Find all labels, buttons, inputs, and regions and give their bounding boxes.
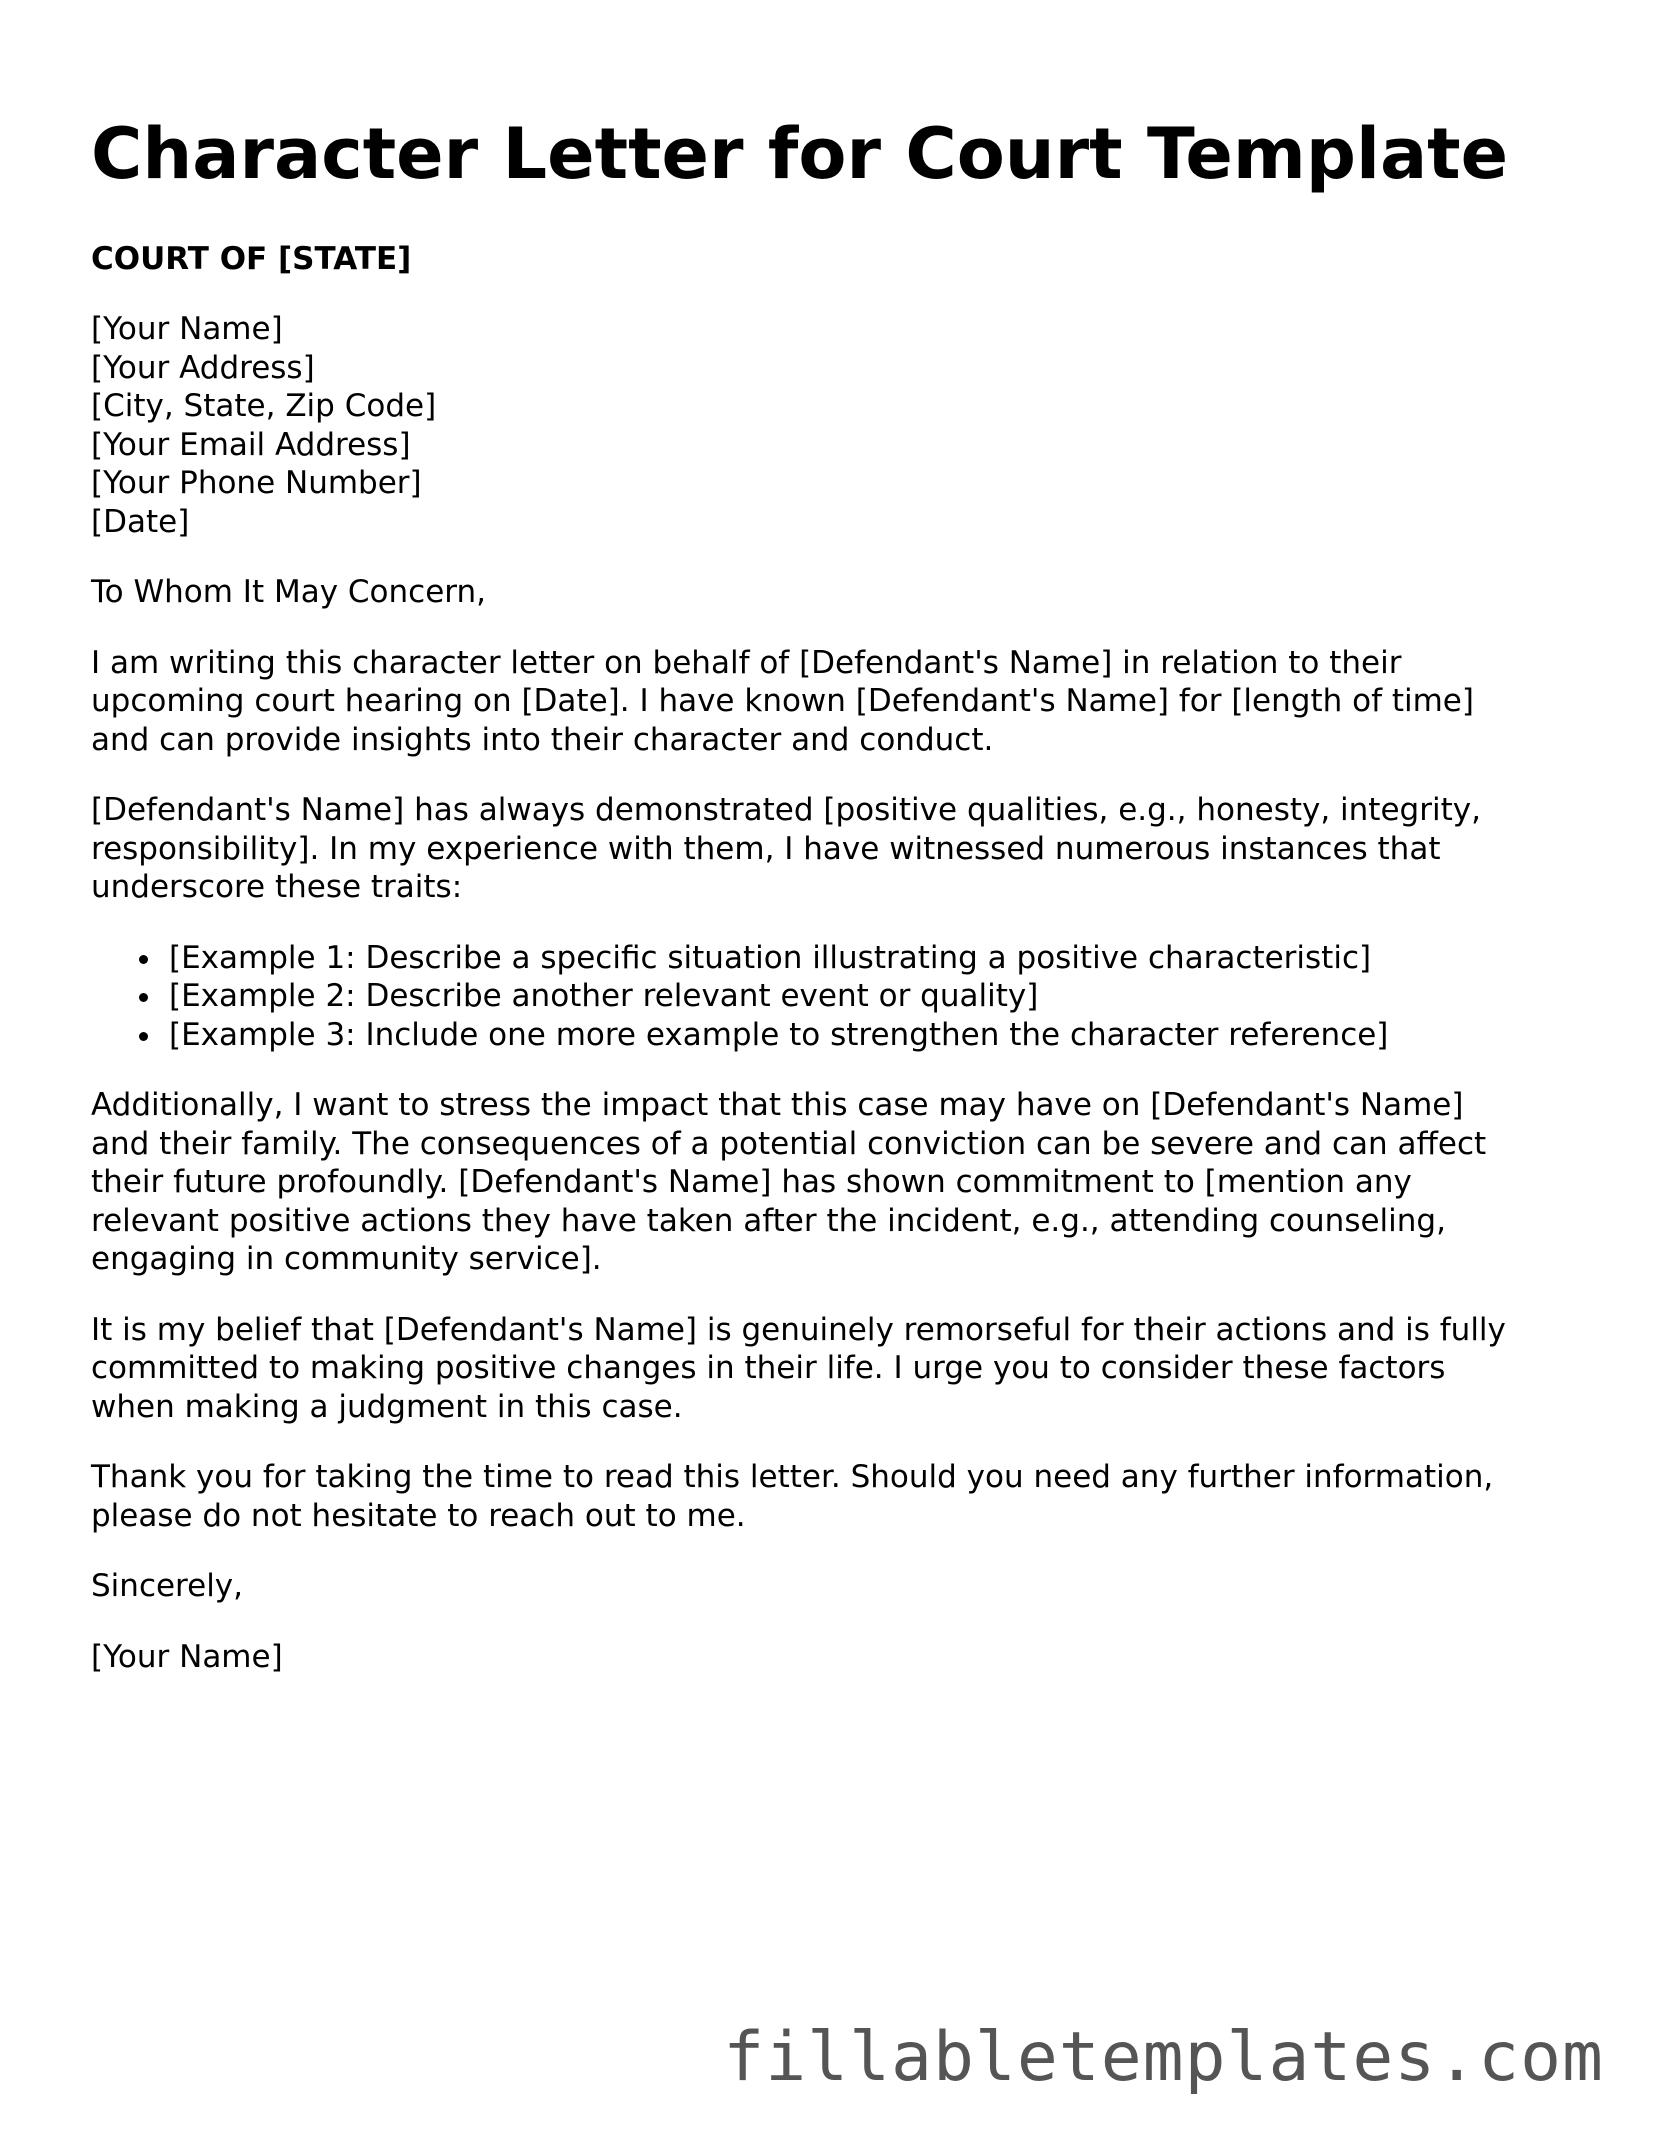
watermark: fillabletemplates.com — [723, 2018, 1604, 2097]
salutation: To Whom It May Concern, — [91, 574, 486, 610]
paragraph-line: [Defendant's Name] has always demonstrated [positive qualities, e.g., honesty, integrity, — [91, 792, 1481, 828]
paragraph-belief — [91, 1311, 1591, 1427]
paragraph-intro — [91, 644, 1591, 760]
sender-block — [91, 310, 1591, 541]
list-item: [Example 2: Describe another relevant event or quality] — [169, 977, 1591, 1016]
paragraph-line: committed to making positive changes in their life. I urge you to consider these factors — [91, 1350, 1446, 1386]
paragraph-line: Additionally, I want to stress the impact that this case may have on [Defendant's Name] — [91, 1087, 1464, 1123]
paragraph-line: relevant positive actions they have taken after the incident, e.g., attending counseling, — [91, 1202, 1446, 1239]
list-item: [Example 1: Describe a specific situation illustrating a positive characteristic] — [169, 939, 1591, 978]
list-item: [Example 3: Include one more example to strengthen the character reference] — [169, 1016, 1591, 1055]
sender-email: [Your Email Address] — [91, 426, 411, 463]
paragraph-line: upcoming court hearing on [Date]. I have known [Defendant's Name] for [length of time] — [91, 683, 1474, 719]
sender-name: [Your Name] — [91, 311, 283, 347]
paragraph-line: and can provide insights into their character and conduct. — [91, 721, 994, 758]
closing: Sincerely, — [91, 1568, 244, 1604]
paragraph-line: It is my belief that [Defendant's Name] is genuinely remorseful for their actions and is fully — [91, 1311, 1506, 1348]
sender-address: [Your Address] — [91, 349, 315, 386]
paragraph-line: Thank you for taking the time to read this letter. Should you need any further information, — [91, 1459, 1494, 1495]
paragraph-impact — [91, 1086, 1591, 1279]
court-heading: COURT OF [STATE] — [91, 241, 412, 277]
paragraph-line: and their family. The consequences of a potential conviction can be severe and can affect — [91, 1125, 1487, 1162]
paragraph-qualities — [91, 791, 1591, 907]
paragraph-line: underscore these traits: — [91, 869, 463, 905]
paragraph-line: when making a judgment in this case. — [91, 1388, 683, 1425]
examples-list — [91, 939, 1591, 1055]
paragraph-line: responsibility]. In my experience with them, I have witnessed numerous instances that — [91, 830, 1441, 867]
letter-content — [91, 112, 1591, 1708]
paragraph-line: engaging in community service]. — [91, 1241, 602, 1277]
paragraph-line: I am writing this character letter on behalf of [Defendant's Name] in relation to their — [91, 644, 1402, 681]
signature: [Your Name] — [91, 1638, 283, 1675]
paragraph-line: please do not hesitate to reach out to me. — [91, 1497, 746, 1534]
sender-date: [Date] — [91, 503, 190, 540]
paragraph-line: their future profoundly. [Defendant's Name] has shown commitment to [mention any — [91, 1164, 1412, 1200]
paragraph-thanks — [91, 1458, 1591, 1535]
page-title: Character Letter for Court Template — [91, 113, 1509, 195]
sender-city-state-zip: [City, State, Zip Code] — [91, 388, 437, 424]
sender-phone: [Your Phone Number] — [91, 465, 422, 501]
